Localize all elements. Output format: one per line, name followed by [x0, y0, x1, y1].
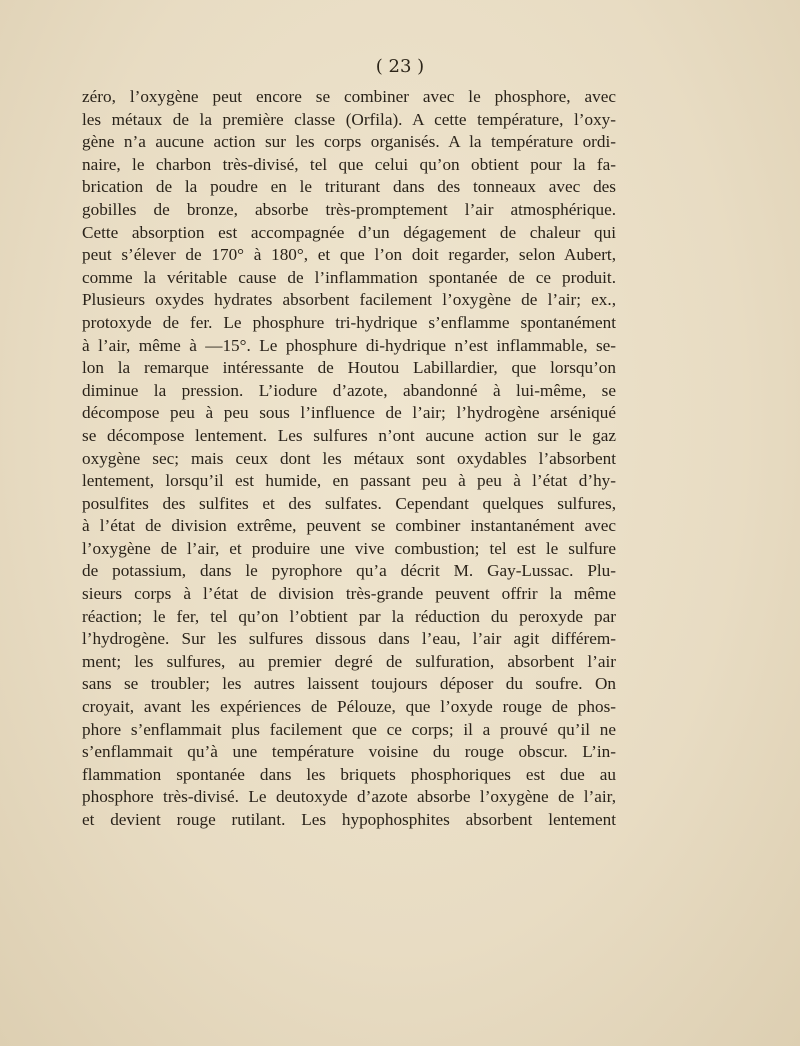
text-line: se décompose lentement. Les sulfures n’ont aucune action sur le gaz: [82, 425, 616, 445]
page-number: ( 23 ): [375, 56, 425, 77]
text-line: gobilles de bronze, absorbe très-promptement l’air atmosphérique.: [82, 199, 616, 219]
text-line: l’hydrogène. Sur les sulfures dissous dans l’eau, l’air agit différem-: [82, 629, 616, 649]
text-line: Plusieurs oxydes hydrates absorbent facilement l’oxygène de l’air; ex.,: [82, 290, 616, 310]
text-line: phosphore très-divisé. Le deutoxyde d’azote absorbe l’oxygène de l’air,: [82, 787, 616, 807]
text-line: protoxyde de fer. Le phosphure tri-hydrique s’enflamme spontanément: [82, 312, 616, 332]
text-line: les métaux de la première classe (Orfila). A cette température, l’oxy-: [82, 109, 616, 129]
text-line: et devient rouge rutilant. Les hypophosphites absorbent lentement: [82, 810, 616, 829]
body-text: [82, 86, 616, 832]
text-line: gène n’a aucune action sur les corps organisés. A la température ordi-: [82, 132, 616, 152]
text-line: à l’air, même à —15°. Le phosphure di-hydrique n’est inflammable, se-: [82, 335, 616, 355]
text-line: phore s’enflammait plus facilement que ce corps; il a prouvé qu’il ne: [82, 719, 616, 739]
text-line: zéro, l’oxygène peut encore se combiner avec le phosphore, avec: [82, 87, 616, 106]
text-line: brication de la poudre en le triturant dans des tonneaux avec des: [82, 177, 616, 197]
text-line: lentement, lorsqu’il est humide, en passant peu à peu à l’état d’hy-: [82, 471, 616, 491]
text-line: sans se troubler; les autres laissent toujours déposer du soufre. On: [82, 674, 616, 694]
text-line: posulfites des sulfites et des sulfates. Cependant quelques sulfures,: [82, 493, 616, 513]
text-line: réaction; le fer, tel qu’on l’obtient par la réduction du peroxyde par: [82, 606, 616, 626]
text-line: décompose peu à peu sous l’influence de l’air; l’hydrogène arséniqué: [82, 403, 616, 423]
text-line: croyait, avant les expériences de Pélouze, que l’oxyde rouge de phos-: [82, 697, 616, 717]
text-line: naire, le charbon très-divisé, tel que celui qu’on obtient pour la fa-: [82, 154, 616, 174]
text-line: ment; les sulfures, au premier degré de sulfuration, absorbent l’air: [82, 651, 616, 671]
text-line: l’oxygène de l’air, et produire une vive combustion; tel est le sulfure: [82, 538, 616, 558]
text-line: sieurs corps à l’état de division très-grande peuvent offrir la même: [82, 584, 616, 604]
text-line: diminue la pression. L’iodure d’azote, abandonné à lui-même, se: [82, 380, 616, 400]
text-line: oxygène sec; mais ceux dont les métaux sont oxydables l’absorbent: [82, 448, 616, 468]
text-line: s’enflammait qu’à une température voisine du rouge obscur. L’in-: [82, 742, 616, 762]
text-line: lon la remarque intéressante de Houtou Labillardier, que lorsqu’on: [82, 358, 616, 378]
text-line: peut s’élever de 170° à 180°, et que l’on doit regarder, selon Aubert,: [82, 245, 616, 265]
text-line: comme la véritable cause de l’inflammation spontanée de ce produit.: [82, 267, 616, 287]
text-line: à l’état de division extrême, peuvent se combiner instantanément avec: [82, 516, 616, 536]
text-line: de potassium, dans le pyrophore qu’a décrit M. Gay-Lussac. Plu-: [82, 561, 616, 581]
text-line: flammation spontanée dans les briquets phosphoriques est due au: [82, 764, 616, 784]
text-line: Cette absorption est accompagnée d’un dégagement de chaleur qui: [82, 222, 616, 242]
